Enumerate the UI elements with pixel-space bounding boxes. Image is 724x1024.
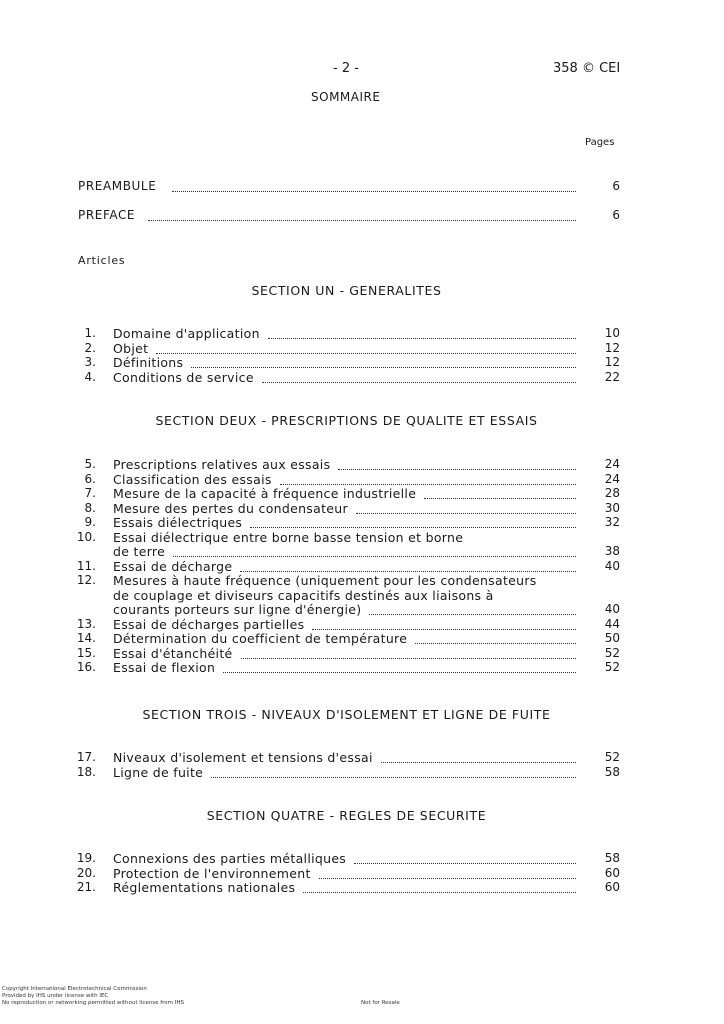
footer-provided: Provided by IHS under license with IEC [2, 993, 109, 999]
article-title: Classification des essais [113, 471, 272, 487]
article-page: 24 [604, 457, 620, 471]
article-page: 58 [604, 764, 620, 779]
article-page: 50 [604, 631, 620, 645]
article-number: 1. [84, 326, 96, 340]
article-page: 24 [604, 471, 620, 486]
page-title: SOMMAIRE [311, 90, 381, 104]
dot-leader [338, 469, 576, 470]
document-reference: 358 © CEI [553, 61, 621, 76]
dot-leader [241, 658, 576, 659]
footer-not-for-resale: Not for Resale [361, 1000, 400, 1006]
article-title: Mesure de la capacité à fréquence industrielle [113, 486, 417, 501]
dot-leader [250, 527, 576, 528]
article-title: Définitions [113, 355, 184, 370]
article-number: 14. [76, 631, 96, 645]
article-title: Essai d'étanchéité [113, 645, 233, 661]
section-title: SECTION TROIS - NIVEAUX D'ISOLEMENT ET LIGNE DE FUITE [142, 707, 551, 722]
article-page: 60 [604, 865, 620, 880]
article-number: 3. [84, 355, 96, 369]
article-number: 16. [76, 660, 96, 674]
section-title: SECTION UN - GENERALITES [251, 283, 442, 298]
article-title: Objet [113, 340, 149, 356]
preface-label: PREFACE [78, 208, 136, 222]
article-number: 6. [84, 471, 96, 486]
article-title: courants porteurs sur ligne d'énergie) [113, 602, 362, 617]
dot-leader [262, 382, 576, 383]
footer-copyright: Copyright International Electrotechnical Commission [2, 986, 147, 992]
article-number: 9. [84, 515, 96, 529]
dot-leader [312, 629, 576, 630]
dot-leader [268, 338, 576, 339]
article-number: 11. [76, 558, 96, 573]
article-page: 52 [604, 660, 620, 674]
article-page: 22 [604, 369, 620, 384]
article-title: Détermination du coefficient de température [113, 631, 408, 646]
article-title: Essais diélectriques [113, 515, 243, 530]
article-title: Ligne de fuite [113, 764, 204, 780]
dot-leader [156, 353, 576, 354]
article-number: 7. [84, 486, 96, 500]
dot-leader [211, 777, 576, 778]
article-page: 12 [604, 355, 620, 369]
article-number: 19. [76, 851, 96, 865]
dot-leader [303, 892, 576, 893]
dot-leader [173, 556, 576, 557]
article-title: Domaine d'application [113, 326, 260, 341]
article-title: Protection de l'environnement [113, 865, 311, 881]
section-title: SECTION QUATRE - REGLES DE SECURITE [206, 808, 487, 823]
article-title: Essai diélectrique entre borne basse tension et borne [113, 529, 464, 545]
article-number: 18. [76, 764, 96, 779]
dot-leader [191, 367, 576, 368]
article-page: 30 [604, 500, 620, 515]
article-title: Prescriptions relatives aux essais [113, 457, 331, 472]
article-title: Essai de décharges partielles [113, 616, 305, 632]
article-page: 58 [604, 851, 620, 865]
article-number: 8. [84, 500, 96, 515]
dot-leader [356, 513, 576, 514]
dot-leader [240, 571, 576, 572]
article-page: 40 [604, 558, 620, 573]
article-title: Mesure des pertes du condensateur [113, 500, 348, 516]
article-page: 38 [604, 544, 620, 558]
article-number: 21. [76, 880, 96, 894]
article-title: de terre [113, 544, 166, 559]
article-number: 17. [76, 750, 96, 764]
article-title: de couplage et diviseurs capacitifs destinés aux liaisons à [113, 587, 494, 603]
dot-leader [223, 672, 576, 673]
dot-leader [280, 484, 576, 485]
section-title: SECTION DEUX - PRESCRIPTIONS DE QUALITE ET ESSAIS [155, 413, 538, 428]
article-number: 13. [76, 616, 96, 631]
preambule-leader [172, 191, 576, 192]
article-number: 10. [76, 529, 96, 544]
dot-leader [415, 643, 576, 644]
preambule-page: 6 [612, 179, 620, 193]
article-title: Essai de décharge [113, 558, 233, 574]
pages-column-label: Pages [585, 137, 615, 148]
page-number: - 2 - [333, 61, 359, 76]
article-page: 40 [604, 602, 620, 616]
dot-leader [381, 762, 576, 763]
article-number: 2. [84, 340, 96, 355]
article-page: 32 [604, 515, 620, 529]
article-title: Réglementations nationales [113, 880, 296, 895]
article-page: 10 [604, 326, 620, 340]
dot-leader [354, 863, 576, 864]
preambule-label: PREAMBULE [78, 179, 157, 193]
dot-leader [319, 878, 576, 879]
article-page: 52 [604, 750, 620, 764]
preface-leader [148, 220, 576, 221]
article-number: 5. [84, 457, 96, 471]
footer-no-reproduction: No reproduction or networking permitted without license from IHS [2, 1000, 185, 1006]
article-page: 12 [604, 340, 620, 355]
dot-leader [369, 614, 576, 615]
articles-label: Articles [78, 254, 126, 267]
article-title: Conditions de service [113, 369, 254, 385]
article-page: 52 [604, 645, 620, 660]
article-title: Niveaux d'isolement et tensions d'essai [113, 750, 373, 765]
article-title: Mesures à haute fréquence (uniquement pour les condensateurs [113, 573, 537, 588]
article-number: 20. [76, 865, 96, 880]
preface-page: 6 [612, 208, 620, 222]
article-title: Connexions des parties métalliques [113, 851, 347, 866]
article-page: 28 [604, 486, 620, 500]
article-page: 60 [604, 880, 620, 894]
article-page: 44 [604, 616, 620, 631]
article-title: Essai de flexion [113, 660, 216, 675]
article-number: 4. [84, 369, 96, 384]
article-number: 15. [76, 645, 96, 660]
article-number: 12. [76, 573, 96, 587]
dot-leader [424, 498, 576, 499]
